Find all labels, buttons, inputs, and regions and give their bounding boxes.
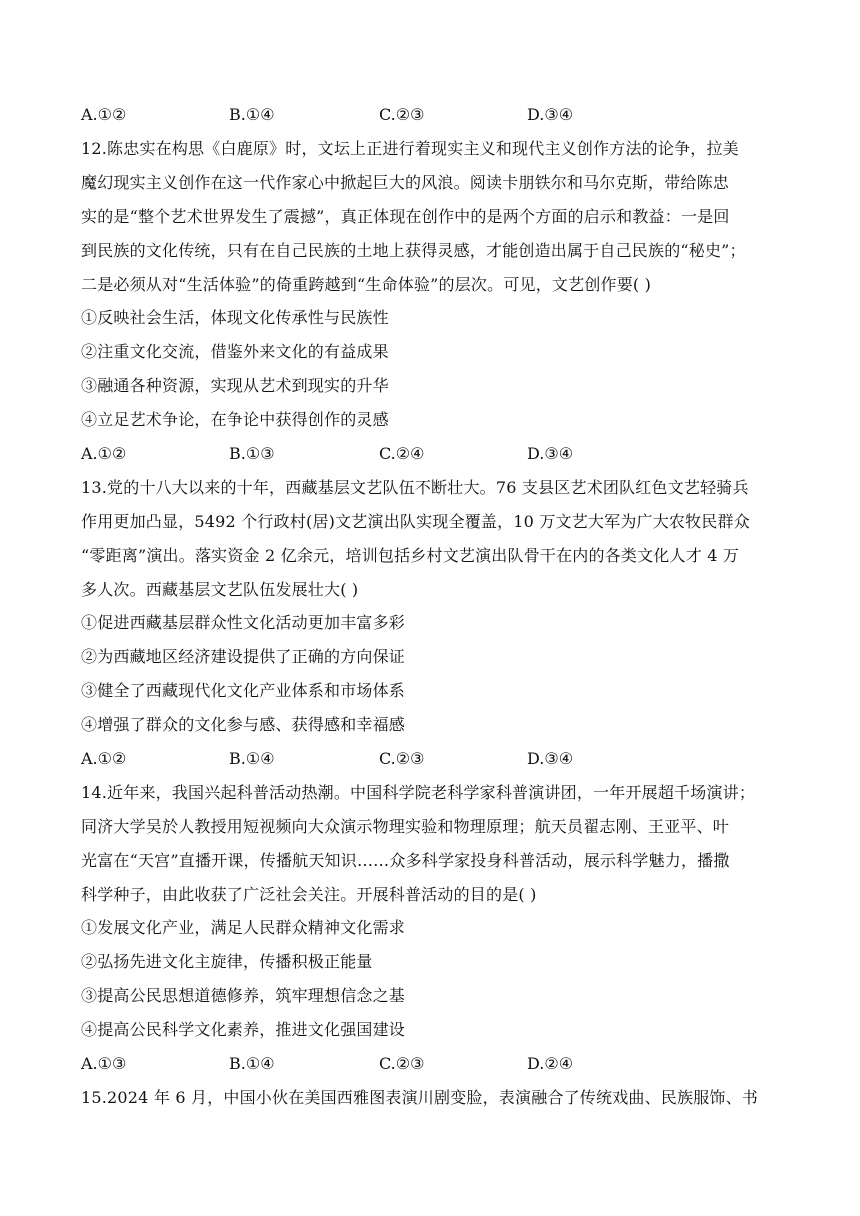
option-a: A.①②: [81, 105, 127, 124]
option-a: A.①②: [81, 749, 127, 768]
option-b: B.①③: [229, 444, 275, 463]
question-13-stem-line: 13.党的十八大以来的十年，西藏基层文艺队伍不断壮大。76 支县区艺术团队红色文艺轻骑兵: [81, 478, 749, 497]
question-13-statement: ③健全了西藏现代化文化产业体系和市场体系: [81, 681, 406, 700]
question-14-stem-line: 14.近年来，我国兴起科普活动热潮。中国科学院老科学家科普演讲团，一年开展超千场演讲；: [81, 783, 756, 802]
question-15-stem-line: 15.2024 年 6 月，中国小伙在美国西雅图表演川剧变脸，表演融合了传统戏曲、民族服饰、书: [81, 1088, 759, 1107]
option-c: C.②④: [379, 444, 425, 463]
option-d: D.②④: [527, 1054, 574, 1073]
question-12-statement: ③融通各种资源，实现从艺术到现实的升华: [81, 376, 389, 395]
option-c: C.②③: [379, 749, 425, 768]
question-11-options: [81, 104, 801, 126]
option-b: B.①④: [229, 749, 275, 768]
question-12-stem-line: 魔幻现实主义创作在这一代作家心中掀起巨大的风浪。阅读卡朋铁尔和马尔克斯，带给陈忠: [81, 173, 730, 192]
question-13-options: [81, 748, 801, 770]
question-13-statement: ②为西藏地区经济建设提供了正确的方向保证: [81, 647, 406, 666]
question-14-statement: ②弘扬先进文化主旋律，传播积极正能量: [81, 952, 373, 971]
question-14-stem-line: 光富在“天宫”直播开课，传播航天知识……众多科学家投身科普活动，展示科学魅力，播撒: [81, 851, 730, 870]
question-13-statement: ①促进西藏基层群众性文化活动更加丰富多彩: [81, 613, 406, 632]
question-13-stem-line: “零距离”演出。落实资金 2 亿余元，培训包括乡村文艺演出队骨干在内的各类文化人才 4 万: [81, 546, 740, 565]
question-13-stem-line: 作用更加凸显，5492 个行政村(居)文艺演出队实现全覆盖，10 万文艺大军为广大农牧民群众: [81, 512, 750, 531]
question-14-options: [81, 1053, 801, 1075]
option-d: D.③④: [527, 749, 574, 768]
question-12-statement: ①反映社会生活，体现文化传承性与民族性: [81, 308, 389, 327]
question-14-statement: ③提高公民思想道德修养，筑牢理想信念之基: [81, 986, 406, 1005]
option-b: B.①④: [229, 105, 275, 124]
option-a: A.①②: [81, 444, 127, 463]
question-14-stem-line: 科学种子，由此收获了广泛社会关注。开展科普活动的目的是( ): [81, 885, 537, 904]
question-13-statement: ④增强了群众的文化参与感、获得感和幸福感: [81, 715, 406, 734]
question-14-stem-line: 同济大学吴於人教授用短视频向大众演示物理实验和物理原理；航天员翟志刚、王亚平、叶: [81, 817, 730, 836]
question-12-statement: ②注重文化交流，借鉴外来文化的有益成果: [81, 342, 389, 361]
question-12-stem-line: 12.陈忠实在构思《白鹿原》时，文坛上正进行着现实主义和现代主义创作方法的论争，拉美: [81, 139, 739, 158]
option-c: C.②③: [379, 1054, 425, 1073]
option-d: D.③④: [527, 444, 574, 463]
option-b: B.①④: [229, 1054, 275, 1073]
option-d: D.③④: [527, 105, 574, 124]
question-12-stem-line: 实的是“整个艺术世界发生了震撼”，真正体现在创作中的是两个方面的启示和教益：一是回: [81, 207, 730, 226]
question-13-stem-line: 多人次。西藏基层文艺队伍发展壮大( ): [81, 580, 359, 599]
option-a: A.①③: [81, 1054, 127, 1073]
question-14-statement: ④提高公民科学文化素养，推进文化强国建设: [81, 1020, 406, 1039]
question-12-statement: ④立足艺术争论，在争论中获得创作的灵感: [81, 410, 389, 429]
question-14-statement: ①发展文化产业，满足人民群众精神文化需求: [81, 918, 406, 937]
question-12-stem-line: 二是必须从对“生活体验”的倚重跨越到“生命体验”的层次。可见，文艺创作要( ): [81, 275, 652, 294]
option-c: C.②③: [379, 105, 425, 124]
question-12-stem-line: 到民族的文化传统，只有在自己民族的土地上获得灵感，才能创造出属于自己民族的“秘史”；: [81, 241, 746, 260]
question-12-options: [81, 443, 801, 465]
